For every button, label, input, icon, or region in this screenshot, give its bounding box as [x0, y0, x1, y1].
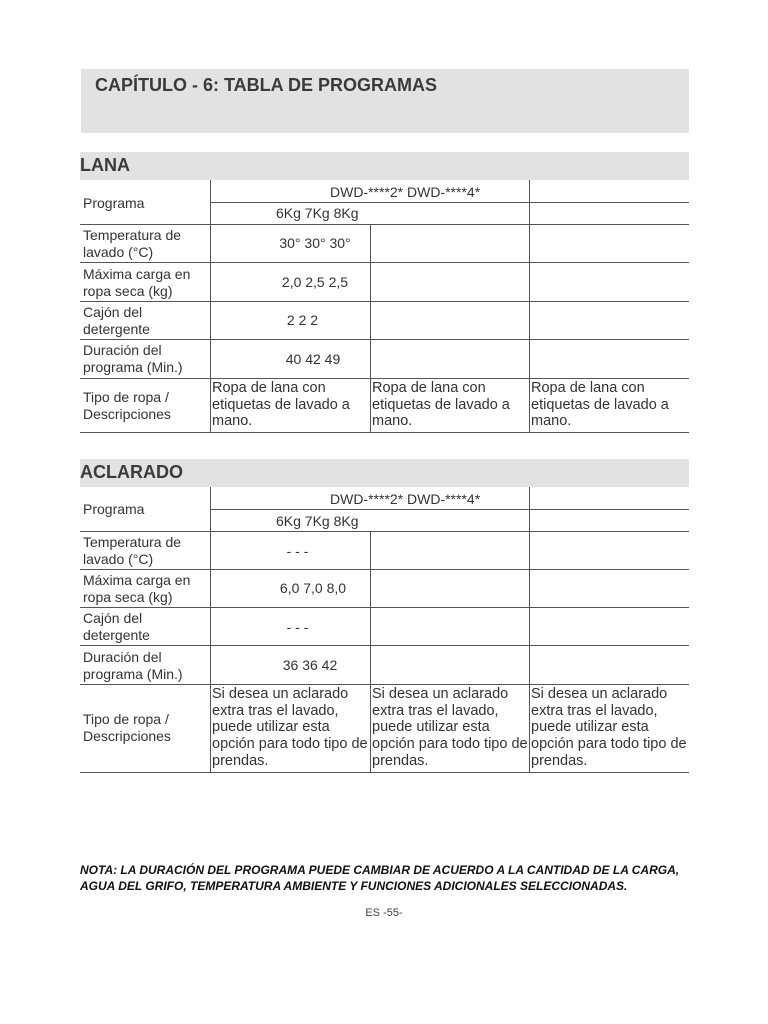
section-title: ACLARADO [80, 462, 183, 482]
row-label-cajon: Cajón del detergente [83, 610, 150, 643]
table-rule [529, 180, 530, 432]
value-temperatura: 30° 30° 30° [279, 235, 351, 251]
row-label-carga: Máxima carga en ropa seca (kg) [83, 266, 191, 299]
description-cell: Ropa de lana con etiquetas de lavado a mano. [531, 380, 669, 430]
table-rule [80, 432, 689, 433]
value-carga: 2,0 2,5 2,5 [281, 274, 349, 290]
row-label-tipo: Tipo de ropa / Descripciones [83, 389, 171, 422]
row-label-duracion: Duración del programa (Min.) [83, 342, 183, 375]
program-table-aclarado [80, 487, 689, 775]
table-rule [370, 224, 371, 432]
row-label-temperatura: Temperatura de lavado (°C) [83, 227, 182, 260]
table-rule [370, 531, 371, 772]
table-rule [210, 509, 689, 510]
row-label-carga: Máxima carga en ropa seca (kg) [83, 572, 191, 605]
description-cell: Ropa de lana con etiquetas de lavado a mano. [212, 380, 350, 430]
description-cell: Si desea un aclarado extra tras el lavado, puede utilizar esta opción para todo tipo de prendas. [372, 686, 528, 769]
table-rule [80, 645, 689, 646]
row-label-programa: Programa [83, 195, 145, 211]
row-label-tipo: Tipo de ropa / Descripciones [83, 711, 171, 744]
value-temperatura: - - - [286, 543, 309, 559]
section-header-lana [80, 152, 689, 180]
table-rule [80, 339, 689, 340]
table-rule [80, 301, 689, 302]
table-rule [80, 607, 689, 608]
value-duracion: 36 36 42 [282, 657, 338, 673]
table-rule [80, 224, 689, 225]
page-number: ES -55- [365, 907, 403, 919]
row-label-temperatura: Temperatura de lavado (°C) [83, 534, 182, 567]
table-rule [80, 531, 689, 532]
description-cell: Ropa de lana con etiquetas de lavado a mano. [372, 380, 510, 430]
table-rule [210, 487, 211, 772]
description-cell: Si desea un aclarado extra tras el lavado, puede utilizar esta opción para todo tipo de prendas. [212, 686, 368, 769]
header-capacities: 6Kg 7Kg 8Kg [276, 205, 359, 221]
value-cajon: 2 2 2 [286, 312, 319, 328]
row-label-cajon: Cajón del detergente [83, 304, 150, 337]
header-models: DWD-****2* DWD-****4* [330, 491, 481, 507]
row-label-duracion: Duración del programa (Min.) [83, 649, 183, 682]
value-duracion: 40 42 49 [285, 351, 341, 367]
chapter-title: CAPÍTULO - 6: TABLA DE PROGRAMAS [95, 75, 437, 95]
chapter-header [81, 69, 689, 133]
table-rule [210, 180, 211, 432]
header-capacities: 6Kg 7Kg 8Kg [276, 513, 359, 529]
row-label-programa: Programa [83, 501, 145, 517]
table-rule [80, 772, 689, 773]
footnote: NOTA: LA DURACIÓN DEL PROGRAMA PUEDE CAMBIAR DE ACUERDO A LA CANTIDAD DE LA CARGA, AGUA DEL GRIFO, TEMPERATURA AMBIENTE Y FUNCIONES ADICIONALES SELECCIONADAS. [80, 863, 680, 893]
table-rule [80, 262, 689, 263]
value-carga: 6,0 7,0 8,0 [279, 580, 347, 596]
description-cell: Si desea un aclarado extra tras el lavado, puede utilizar esta opción para todo tipo de prendas. [531, 686, 687, 769]
header-models: DWD-****2* DWD-****4* [330, 184, 481, 200]
table-rule [80, 684, 689, 685]
value-cajon: - - - [286, 619, 309, 635]
table-rule [210, 202, 689, 203]
program-table-lana [80, 180, 689, 434]
table-rule [80, 378, 689, 379]
section-header-aclarado [80, 459, 689, 487]
table-rule [80, 569, 689, 570]
section-title: LANA [80, 155, 130, 175]
table-rule [529, 487, 530, 772]
